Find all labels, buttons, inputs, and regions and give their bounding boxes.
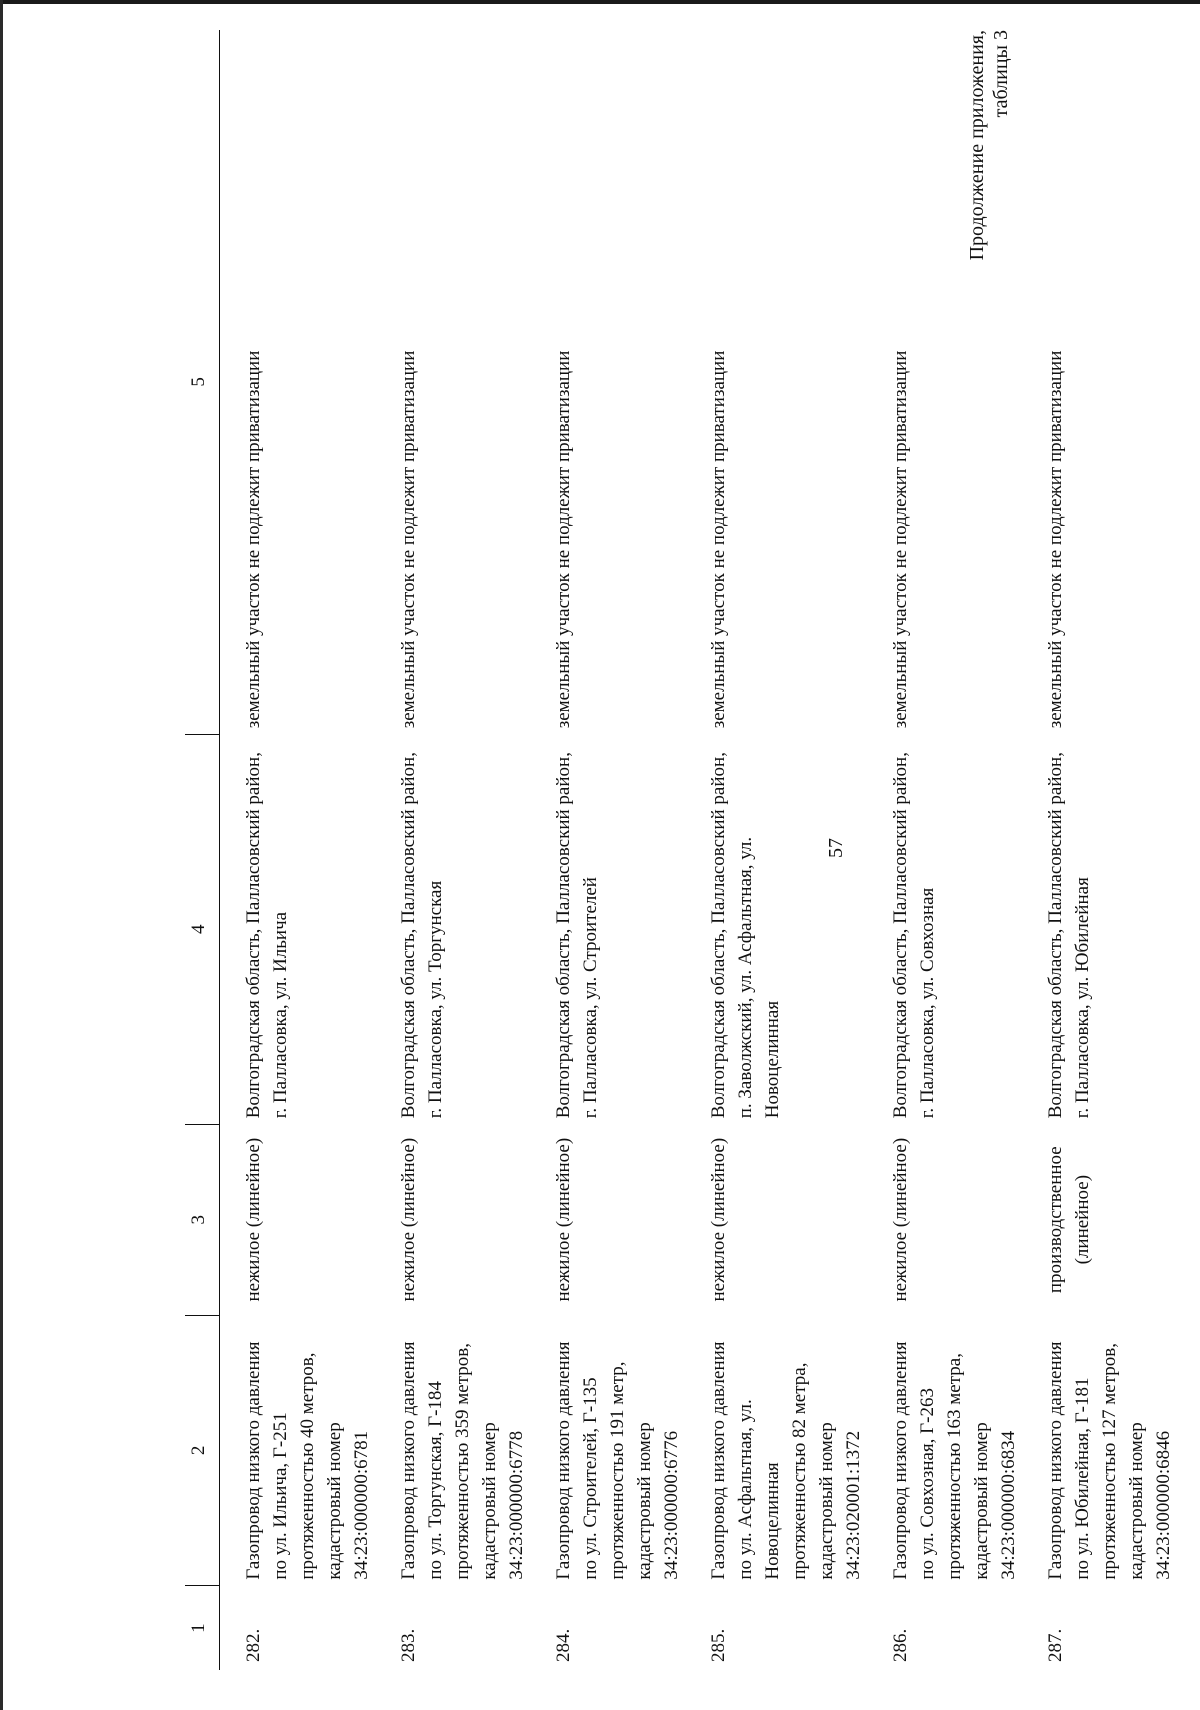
column-header-3: 3 <box>185 1124 220 1315</box>
table-row <box>530 30 685 1670</box>
continuation-note-line2: таблицы 3 <box>990 30 1012 118</box>
object-note: земельный участок не подлежит приватизации <box>553 350 574 729</box>
table-row <box>685 30 867 1670</box>
object-name: Газопровод низкого давления по ул. Строителей, Г-135 протяженностью 191 метр, кадастровый номер 34:23:000000:6776 <box>553 1341 682 1580</box>
object-address: Волгоградская область, Палласовский район, г. Палласовка, ул. Совхозная <box>890 752 938 1119</box>
object-address: Волгоградская область, Палласовский район, г. Палласовка, ул. Строителей <box>553 752 601 1119</box>
table-row <box>867 30 1022 1670</box>
row-number: 286. <box>890 1628 911 1662</box>
page-number: 57 <box>825 838 847 858</box>
table-row <box>375 30 530 1670</box>
object-note: земельный участок не подлежит приватизации <box>890 350 911 729</box>
object-type: нежилое (линейное) <box>243 1137 264 1302</box>
column-header-5: 5 <box>185 30 220 734</box>
table-wrapper <box>185 30 1195 1670</box>
object-type: нежилое (линейное) <box>890 1137 911 1302</box>
column-header-4: 4 <box>185 734 220 1124</box>
object-address: Волгоградская область, Палласовский район, г. Палласовка, ул. Торгунская <box>398 752 446 1119</box>
object-note: земельный участок не подлежит приватизации <box>708 350 729 729</box>
scan-edge-top <box>0 0 1200 4</box>
object-name: Газопровод низкого давления по ул. Совхозная, Г-263 протяженностью 163 метра, кадастровый номер 34:23:000000:6834 <box>890 1341 1019 1580</box>
object-name: Газопровод низкого давления по ул. Торгунская, Г-184 протяженностью 359 метров, кадастровый номер 34:23:000000:6778 <box>398 1341 527 1580</box>
object-note: земельный участок не подлежит приватизации <box>243 350 264 729</box>
table-row <box>1022 30 1177 1670</box>
scan-edge-left <box>0 0 3 1710</box>
property-table <box>185 30 1177 1670</box>
column-header-1: 1 <box>185 1586 220 1670</box>
object-type: нежилое (линейное) <box>398 1137 419 1302</box>
rotated-sheet <box>185 30 1195 1670</box>
object-note: земельный участок не подлежит приватизации <box>398 350 419 729</box>
row-number: 284. <box>553 1628 574 1662</box>
object-address: Волгоградская область, Палласовский район, г. Палласовка, ул. Ильича <box>243 752 291 1119</box>
object-type: производственное (линейное) <box>1045 1146 1093 1294</box>
row-number: 287. <box>1045 1628 1066 1662</box>
object-name: Газопровод низкого давления по ул. Ильича, Г-251 протяженностью 40 метров, кадастровый номер 34:23:000000:6781 <box>243 1341 372 1580</box>
object-type: нежилое (линейное) <box>708 1137 729 1302</box>
object-note: земельный участок не подлежит приватизации <box>1045 350 1066 729</box>
object-type: нежилое (линейное) <box>553 1137 574 1302</box>
object-address: Волгоградская область, Палласовский район, г. Палласовка, ул. Юбилейная <box>1045 752 1093 1119</box>
object-address: Волгоградская область, Палласовский район, п. Заволжский, ул. Асфальтная, ул. Новоцелинная <box>708 752 783 1119</box>
row-number: 282. <box>243 1628 264 1662</box>
table-header-row <box>185 30 220 1670</box>
row-number: 285. <box>708 1628 729 1662</box>
table-row <box>220 30 376 1670</box>
continuation-note-line1: Продолжение приложения, <box>966 30 988 261</box>
column-header-2: 2 <box>185 1315 220 1586</box>
object-name: Газопровод низкого давления по ул. Юбилейная, Г-181 протяженностью 127 метров, кадастровый номер 34:23:000000:6846 <box>1045 1341 1174 1580</box>
row-number: 283. <box>398 1628 419 1662</box>
object-name: Газопровод низкого давления по ул. Асфальтная, ул. Новоцелинная протяженностью 82 метра, кадастровый номер 34:23:020001:1372 <box>708 1341 864 1580</box>
